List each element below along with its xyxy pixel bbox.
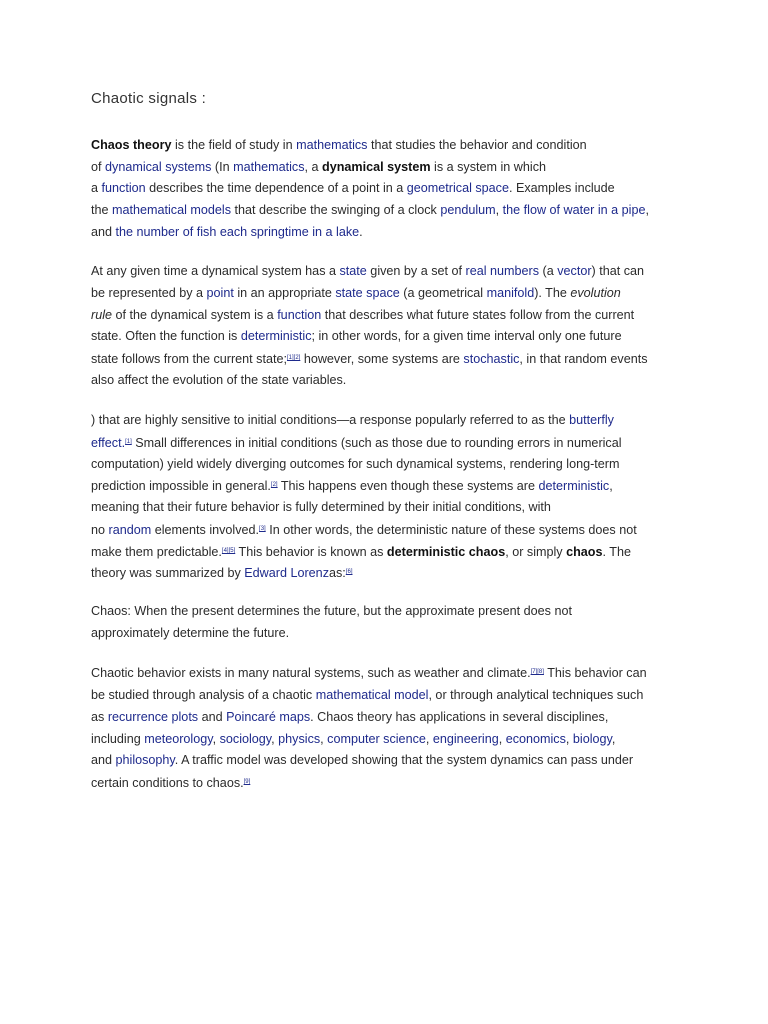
body-text: and [91, 225, 116, 239]
text-line [91, 752, 633, 768]
italic-term: evolution [570, 286, 621, 300]
body-text: (a geometrical [399, 286, 487, 300]
body-text: elements involved. [151, 523, 260, 537]
inline-link[interactable]: the number of fish each springtime in a lake [115, 225, 360, 239]
text-line [91, 664, 647, 681]
body-text: describes the time dependence of a point in a [145, 181, 407, 195]
body-text: Small differences in initial conditions (such as those due to rounding errors in numerical [131, 436, 622, 450]
text-line [91, 564, 352, 581]
inline-link[interactable]: dynamical systems [105, 160, 212, 174]
text-line [91, 603, 572, 619]
text-line [91, 137, 587, 153]
text-line [91, 477, 613, 494]
inline-link[interactable]: deterministic [240, 329, 312, 343]
body-text: as [91, 710, 108, 724]
body-text: including [91, 732, 145, 746]
bold-term: deterministic chaos [386, 545, 506, 559]
inline-link[interactable]: deterministic [538, 479, 610, 493]
body-text: and [91, 753, 116, 767]
inline-link[interactable]: the flow of water in a pipe [502, 203, 646, 217]
inline-link[interactable]: engineering [432, 732, 499, 746]
text-line [91, 159, 546, 175]
text-line [91, 521, 637, 538]
citation-link[interactable]: [6] [345, 569, 353, 575]
inline-link[interactable]: pendulum [440, 203, 496, 217]
body-text: Chaotic behavior exists in many natural systems, such as weather and climate. [91, 666, 531, 680]
body-text: ; in other words, for a given time interval only one future [311, 329, 622, 343]
text-line [91, 180, 615, 196]
inline-link[interactable]: mathematical models [112, 203, 232, 217]
body-text: , [645, 203, 649, 217]
citation-link[interactable]: [4][5] [221, 548, 236, 554]
italic-term: rule [91, 308, 112, 322]
inline-link[interactable]: economics [505, 732, 566, 746]
body-text: ) that can [591, 264, 645, 278]
body-text: , [320, 732, 328, 746]
inline-link[interactable]: sociology [219, 732, 272, 746]
inline-link[interactable]: manifold [486, 286, 535, 300]
citation-link[interactable]: [2] [270, 482, 278, 488]
citation-link[interactable]: [1][2] [286, 355, 301, 361]
body-text: . A traffic model was developed showing that the system dynamics can pass under [174, 753, 634, 767]
text-line [91, 350, 648, 367]
body-text: as: [329, 566, 346, 580]
text-line [91, 412, 614, 428]
body-text: prediction impossible in general. [91, 479, 271, 493]
body-text: . Examples include [508, 181, 615, 195]
inline-link[interactable]: random [108, 523, 152, 537]
body-text: make them predictable. [91, 545, 222, 559]
body-text: . [359, 225, 363, 239]
body-text: and [198, 710, 227, 724]
citation-link[interactable]: [9] [243, 779, 251, 785]
text-line [91, 263, 644, 279]
body-text: state follows from the current state; [91, 352, 287, 366]
body-text: , [495, 203, 503, 217]
bold-term: chaos [566, 545, 603, 559]
body-text: that describes what future states follow from the current [321, 308, 635, 322]
body-text: be studied through analysis of a chaotic [91, 688, 316, 702]
body-text: given by a set of [366, 264, 466, 278]
text-line [91, 372, 346, 388]
body-text: , or through analytical techniques such [428, 688, 644, 702]
text-line [91, 543, 631, 560]
body-text: , a [304, 160, 323, 174]
body-text: that studies the behavior and condition [367, 138, 587, 152]
body-text: however, some systems are [300, 352, 464, 366]
inline-link[interactable]: butterfly [569, 413, 614, 427]
inline-link[interactable]: biology [572, 732, 612, 746]
body-text: , [609, 479, 613, 493]
body-text: computation) yield widely diverging outcomes for such dynamical systems, rendering long-term [91, 457, 620, 471]
text-line [91, 687, 643, 703]
inline-link[interactable]: meteorology [144, 732, 213, 746]
body-text: , [565, 732, 573, 746]
text-line [91, 774, 250, 791]
inline-link[interactable]: effect. [91, 436, 126, 450]
citation-link[interactable]: [1] [125, 439, 132, 445]
inline-link[interactable]: geometrical space [406, 181, 509, 195]
body-text: At any given time a dynamical system has a [91, 264, 340, 278]
body-text: is a system in which [430, 160, 547, 174]
body-text: , [425, 732, 433, 746]
text-line [91, 307, 634, 323]
body-text: In other words, the deterministic nature of these systems does not [265, 523, 637, 537]
body-text: be represented by a [91, 286, 207, 300]
text-line [91, 709, 608, 725]
body-text: meaning that their future behavior is fully determined by their initial conditions, with [91, 500, 551, 514]
inline-link[interactable]: recurrence plots [107, 710, 199, 724]
page-heading: Chaotic signals : [91, 90, 207, 107]
body-text: in an appropriate [233, 286, 336, 300]
inline-link[interactable]: physics [278, 732, 321, 746]
inline-link[interactable]: function [101, 181, 146, 195]
bold-term: dynamical system [322, 160, 431, 174]
body-text: (a [539, 264, 558, 278]
body-text: , [212, 732, 220, 746]
body-text: also affect the evolution of the state variables. [91, 373, 347, 387]
inline-link[interactable]: vector [557, 264, 592, 278]
inline-link[interactable]: state space [335, 286, 400, 300]
body-text: This behavior is known as [235, 545, 387, 559]
inline-link[interactable]: point [206, 286, 234, 300]
inline-link[interactable]: mathematics [296, 138, 368, 152]
inline-link[interactable]: Poincaré maps [226, 710, 311, 724]
inline-link[interactable]: function [277, 308, 322, 322]
text-line [91, 224, 363, 240]
text-line [91, 328, 622, 344]
body-text: This happens even though these systems are [277, 479, 539, 493]
body-text: This behavior can [543, 666, 647, 680]
body-text: approximately determine the future. [91, 626, 290, 640]
body-text: , or simply [505, 545, 567, 559]
body-text: that describe the swinging of a clock [231, 203, 441, 217]
citation-link[interactable]: [3] [259, 526, 266, 532]
body-text: theory was summarized by [91, 566, 245, 580]
text-line [91, 285, 621, 301]
body-text: the [91, 203, 113, 217]
inline-link[interactable]: stochastic [463, 352, 520, 366]
body-text: (In [211, 160, 234, 174]
text-line [91, 456, 619, 472]
body-text: of [91, 160, 106, 174]
inline-link[interactable]: real numbers [465, 264, 540, 278]
text-line [91, 731, 615, 747]
body-text: a [91, 181, 102, 195]
inline-link[interactable]: mathematics [233, 160, 305, 174]
inline-link[interactable]: Edward Lorenz [244, 566, 329, 580]
body-text: of the dynamical system is a [112, 308, 278, 322]
body-text: no [91, 523, 109, 537]
body-text: , in that random events [519, 352, 648, 366]
body-text: . The [602, 545, 631, 559]
body-text: is the field of study in [171, 138, 297, 152]
text-line [91, 202, 649, 218]
body-text: Chaos: When the present determines the future, but the approximate present does not [91, 604, 572, 618]
bold-term: Chaos theory [91, 138, 172, 152]
body-text: state. Often the function is [91, 329, 241, 343]
body-text: , [271, 732, 279, 746]
inline-link[interactable]: computer science [327, 732, 426, 746]
inline-link[interactable]: philosophy [115, 753, 175, 767]
text-line [91, 499, 551, 515]
inline-link[interactable]: mathematical model [315, 688, 429, 702]
body-text: , [498, 732, 506, 746]
inline-link[interactable]: state [339, 264, 367, 278]
body-text: ) that are highly sensitive to initial conditions—a response popularly referred to as the [91, 413, 570, 427]
body-text: ). The [534, 286, 571, 300]
body-text: certain conditions to chaos. [91, 776, 244, 790]
citation-link[interactable]: [7][8] [530, 669, 544, 675]
body-text: . Chaos theory has applications in several disciplines, [310, 710, 609, 724]
text-line [91, 625, 289, 641]
body-text: , [611, 732, 616, 746]
text-line [91, 434, 622, 451]
